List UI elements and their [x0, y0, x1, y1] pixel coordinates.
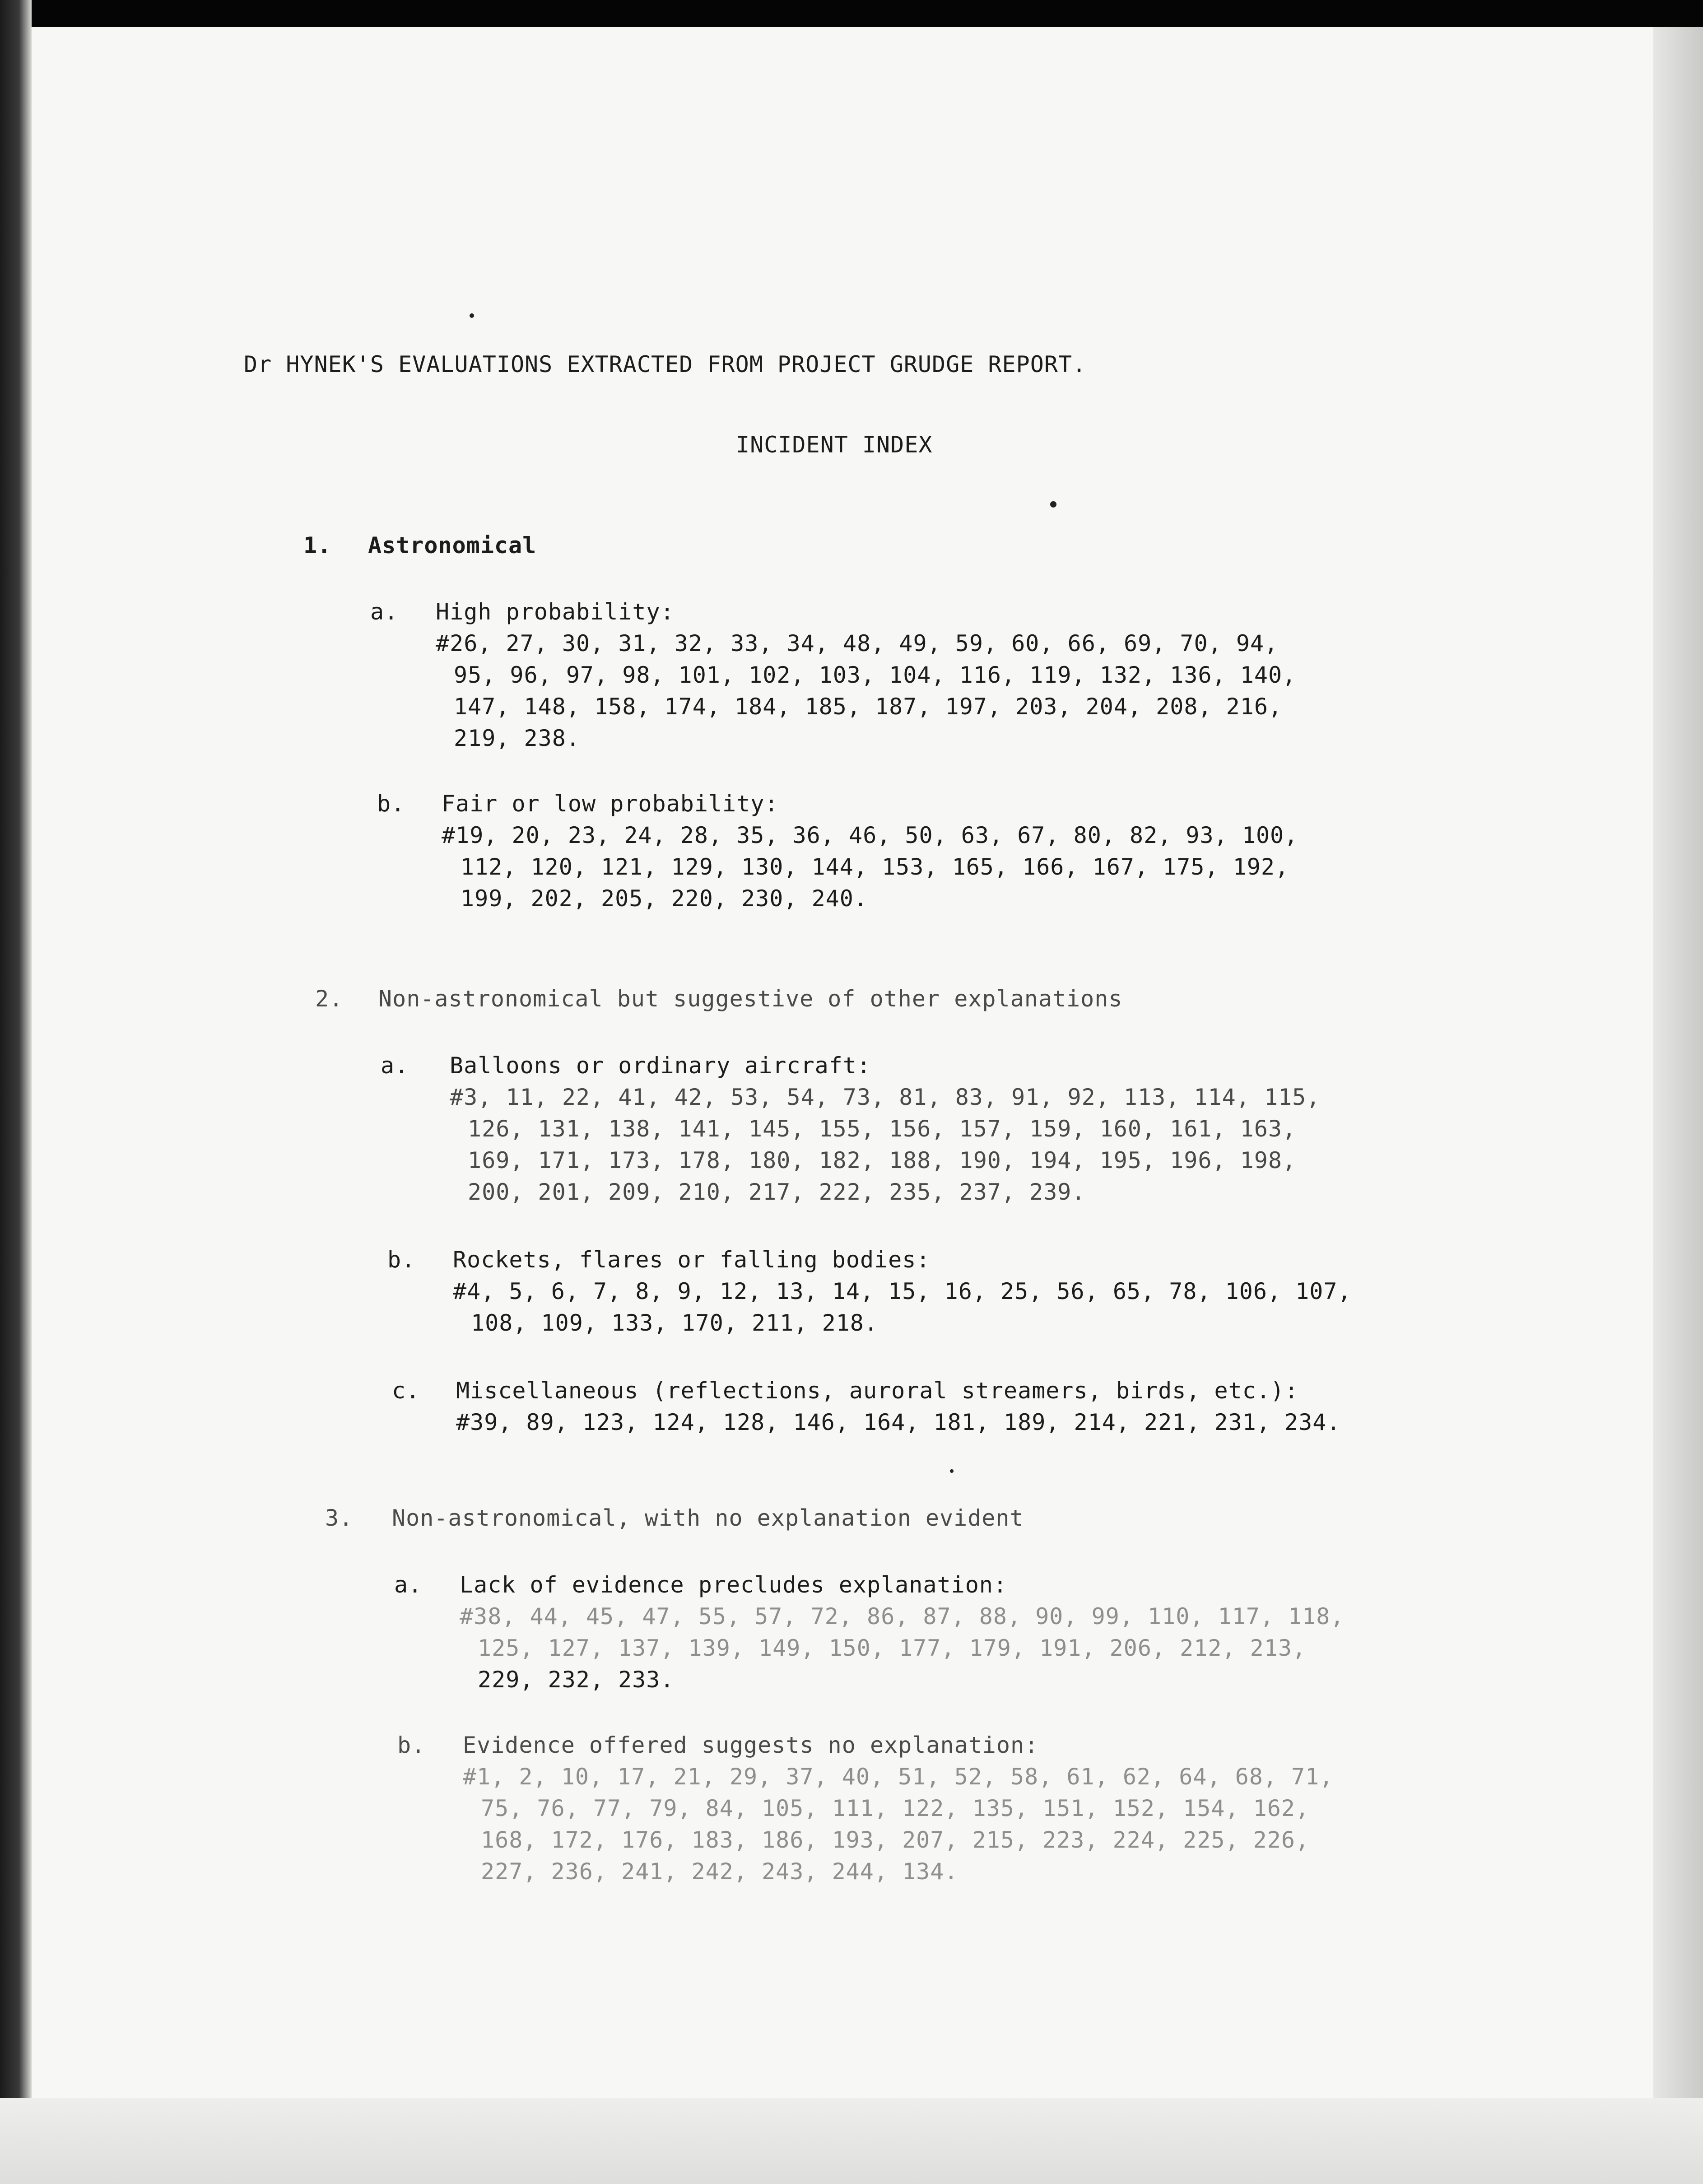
section-3b-line-3: 168, 172, 176, 183, 186, 193, 207, 215, 223, 224, 225, 226,: [481, 1827, 1310, 1853]
section-3a-line-2: 125, 127, 137, 139, 149, 150, 177, 179, 191, 206, 212, 213,: [478, 1635, 1307, 1661]
section-1-heading: Astronomical: [368, 532, 537, 559]
section-3a-label: Lack of evidence precludes explanation:: [460, 1572, 1007, 1598]
section-2a-line-2: 126, 131, 138, 141, 145, 155, 156, 157, 159, 160, 161, 163,: [468, 1116, 1297, 1142]
section-1a-line-1: #26, 27, 30, 31, 32, 33, 34, 48, 49, 59, 60, 66, 69, 70, 94,: [436, 630, 1279, 657]
section-1a-line-2: 95, 96, 97, 98, 101, 102, 103, 104, 116, 119, 132, 136, 140,: [454, 662, 1297, 688]
section-1b-line-2: 112, 120, 121, 129, 130, 144, 153, 165, 166, 167, 175, 192,: [461, 854, 1289, 880]
section-3b-letter: b.: [397, 1732, 426, 1758]
section-2b-line-1: #4, 5, 6, 7, 8, 9, 12, 13, 14, 15, 16, 25, 56, 65, 78, 106, 107,: [453, 1278, 1352, 1304]
scan-right-border: [1653, 27, 1703, 2184]
section-1b-letter: b.: [377, 791, 405, 817]
section-3a-letter: a.: [394, 1572, 423, 1598]
section-3-heading: Non-astronomical, with no explanation evident: [392, 1505, 1024, 1531]
section-3a-line-1: #38, 44, 45, 47, 55, 57, 72, 86, 87, 88, 90, 99, 110, 117, 118,: [460, 1603, 1345, 1630]
section-2c-letter: c.: [392, 1378, 420, 1404]
section-1b-line-1: #19, 20, 23, 24, 28, 35, 36, 46, 50, 63, 67, 80, 82, 93, 100,: [442, 822, 1298, 848]
section-2a-label: Balloons or ordinary aircraft:: [450, 1052, 871, 1079]
section-3-number: 3.: [325, 1505, 354, 1531]
section-2c-label: Miscellaneous (reflections, auroral streamers, birds, etc.):: [456, 1378, 1299, 1404]
section-1a-label: High probability:: [436, 599, 675, 625]
document-title: Dr HYNEK'S EVALUATIONS EXTRACTED FROM PROJECT GRUDGE REPORT.: [244, 351, 1087, 377]
section-2-heading: Non-astronomical but suggestive of other explanations: [378, 986, 1123, 1012]
section-3b-line-4: 227, 236, 241, 242, 243, 244, 134.: [481, 1858, 959, 1885]
dust-speck: [950, 1469, 954, 1473]
section-2b-letter: b.: [387, 1247, 416, 1273]
dust-speck: [470, 313, 474, 318]
section-2a-letter: a.: [381, 1052, 409, 1079]
section-1a-line-4: 219, 238.: [454, 725, 580, 751]
document-subtitle: INCIDENT INDEX: [736, 432, 933, 458]
section-3b-label: Evidence offered suggests no explanation:: [463, 1732, 1039, 1758]
dust-speck: [1050, 501, 1056, 508]
section-2b-line-2: 108, 109, 133, 170, 211, 218.: [471, 1310, 878, 1336]
scan-bottom-border: [0, 2098, 1703, 2184]
section-2a-line-4: 200, 201, 209, 210, 217, 222, 235, 237, 239.: [468, 1179, 1086, 1205]
section-3b-line-1: #1, 2, 10, 17, 21, 29, 37, 40, 51, 52, 58, 61, 62, 64, 68, 71,: [463, 1764, 1334, 1790]
section-3a-line-3: 229, 232, 233.: [478, 1667, 675, 1693]
section-1a-letter: a.: [370, 599, 399, 625]
section-1-number: 1.: [303, 532, 332, 559]
section-2a-line-1: #3, 11, 22, 41, 42, 53, 54, 73, 81, 83, 91, 92, 113, 114, 115,: [450, 1084, 1321, 1110]
scan-top-border: [0, 0, 1703, 27]
section-2a-line-3: 169, 171, 173, 178, 180, 182, 188, 190, 194, 195, 196, 198,: [468, 1147, 1297, 1173]
section-1a-line-3: 147, 148, 158, 174, 184, 185, 187, 197, 203, 204, 208, 216,: [454, 694, 1283, 720]
section-2b-label: Rockets, flares or falling bodies:: [453, 1247, 931, 1273]
section-3b-line-2: 75, 76, 77, 79, 84, 105, 111, 122, 135, 151, 152, 154, 162,: [481, 1795, 1310, 1821]
section-1b-line-3: 199, 202, 205, 220, 230, 240.: [461, 885, 868, 912]
section-2c-line-1: #39, 89, 123, 124, 128, 146, 164, 181, 189, 214, 221, 231, 234.: [456, 1409, 1341, 1435]
section-1b-label: Fair or low probability:: [442, 791, 779, 817]
section-2-number: 2.: [315, 986, 344, 1012]
scan-left-border: [0, 0, 32, 2184]
